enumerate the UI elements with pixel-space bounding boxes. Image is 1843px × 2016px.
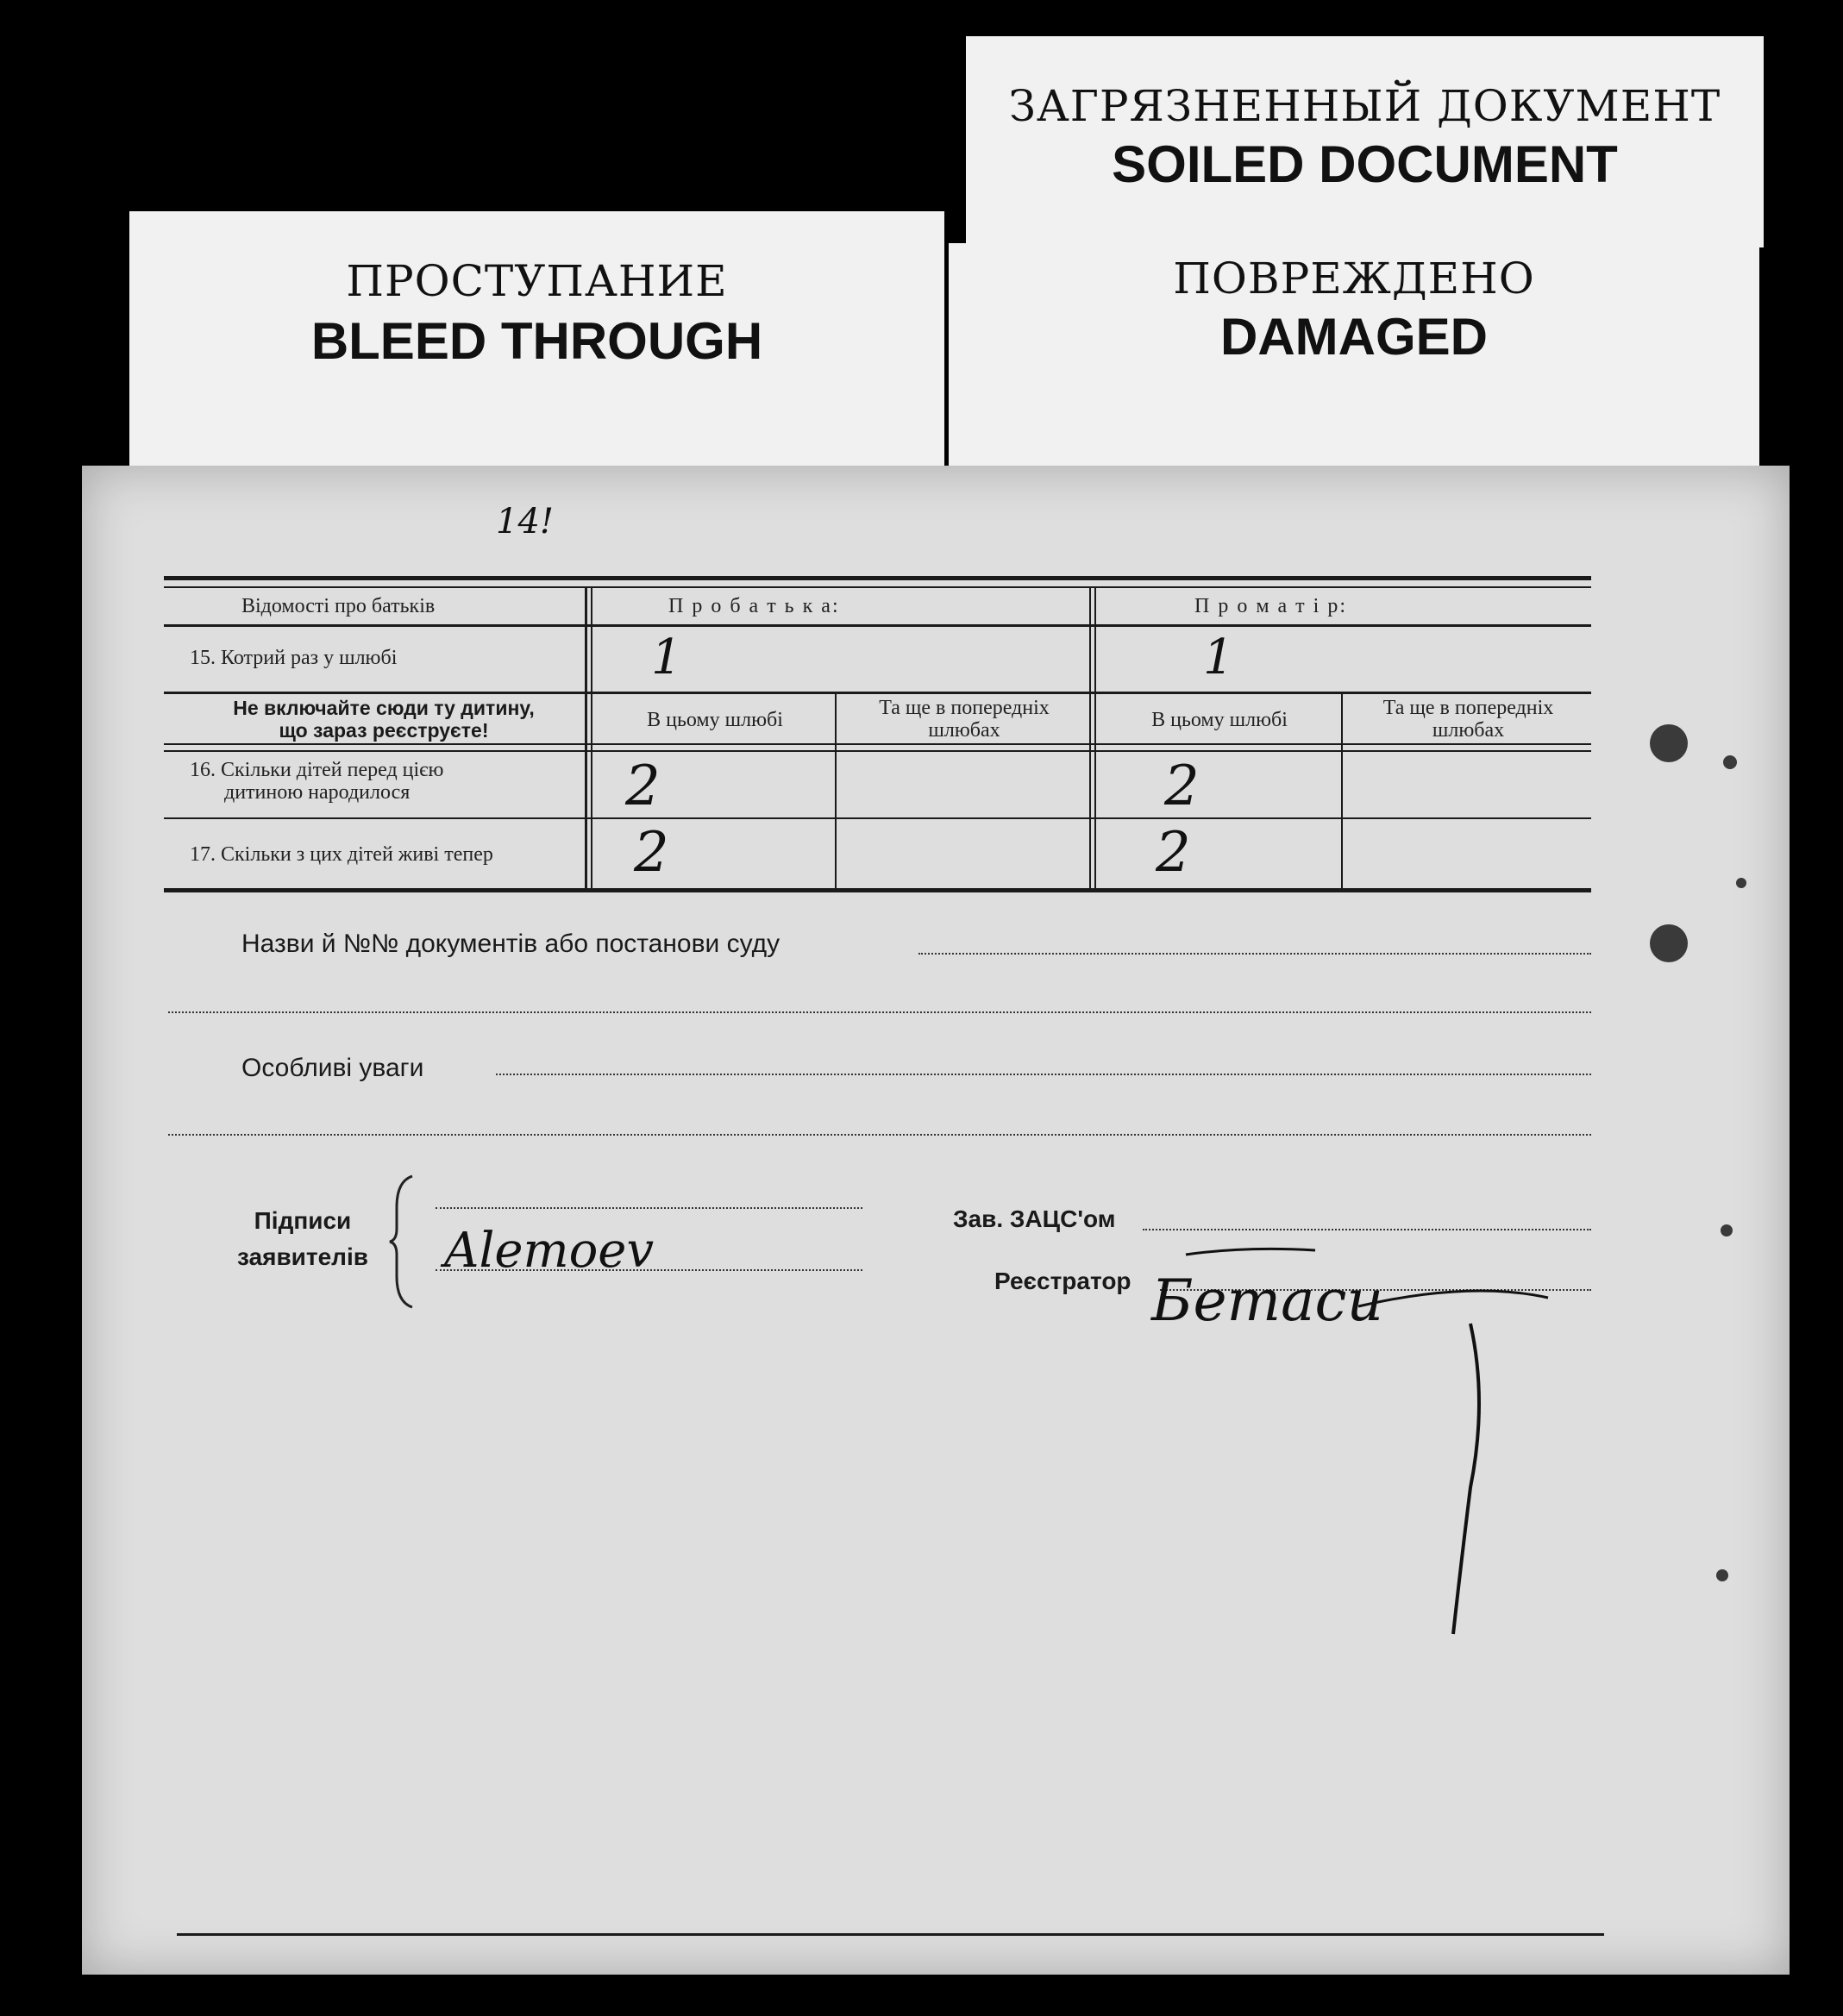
- damaged-label-en: DAMAGED: [1220, 308, 1488, 366]
- soiled-document-label: [966, 36, 1764, 247]
- soiled-label-ru: ЗАГРЯЗНЕННЫЙ ДОКУМЕНТ: [1008, 81, 1721, 131]
- exclude-note-line1: Не включайте сюди ту дитину,: [233, 697, 535, 719]
- row15-label: 15. Котрий раз у шлюбі: [190, 647, 398, 669]
- registrar-label: Реєстратор: [994, 1268, 1132, 1294]
- damaged-label-ru: ПОВРЕЖДЕНО: [1173, 254, 1535, 304]
- mother-prev-line1: Та ще в попередніх: [1382, 697, 1554, 719]
- head-zags-label: Зав. ЗАЦС'ом: [953, 1205, 1116, 1232]
- bleed-label-ru: ПРОСТУПАНИЕ: [346, 256, 728, 306]
- table-col-rule: [1341, 692, 1343, 890]
- notes-dotted-line-2: [168, 1134, 1591, 1136]
- bleed-through-label: [129, 211, 944, 470]
- table-bottom-rule: [164, 888, 1591, 892]
- applicant-signature: Alemoev: [444, 1223, 655, 1279]
- exclude-note: [185, 697, 582, 742]
- row16-label: [190, 759, 578, 804]
- mother-prev-line2: шлюбах: [1432, 719, 1505, 742]
- documents-dotted-line-2: [168, 1011, 1591, 1013]
- registrar-signature-flourish: [1143, 1246, 1591, 1677]
- header-parents-info: Відомості про батьків: [241, 595, 436, 617]
- registrar-signature: Бетаси: [1151, 1268, 1383, 1334]
- documents-dotted-line: [918, 953, 1591, 955]
- table-rule: [164, 817, 1591, 819]
- table-rule: [164, 624, 1591, 627]
- header-father: П р о б а т ь к а:: [668, 595, 840, 617]
- father-prev-line2: шлюбах: [928, 719, 1000, 742]
- table-rule: [164, 692, 1591, 694]
- table-col-rule: [1094, 586, 1096, 890]
- table-col-rule: [835, 692, 837, 890]
- punch-hole: [1723, 755, 1737, 769]
- row15-father-value: 1: [651, 629, 682, 686]
- mother-prev-marriages-header: [1345, 697, 1591, 742]
- row16-mother-value: 2: [1164, 754, 1200, 818]
- sheet-bottom-rule: [177, 1933, 1604, 1936]
- father-this-marriage-header: В цьому шлюбі: [647, 709, 783, 731]
- notes-dotted-line: [496, 1074, 1591, 1075]
- row16-father-value: 2: [625, 754, 661, 818]
- row16-label-line1: 16. Скільки дітей перед цією: [190, 759, 444, 781]
- bleed-label-en: BLEED THROUGH: [310, 312, 763, 370]
- row16-label-line2: дитиною народилося: [224, 781, 411, 804]
- signatures-label-line1: Підписи: [254, 1207, 352, 1234]
- table-rule: [164, 586, 1591, 588]
- damaged-label: [949, 243, 1759, 472]
- table-col-rule: [1089, 586, 1091, 890]
- header-mother: П р о м а т і р:: [1194, 595, 1347, 617]
- notes-label: Особливі уваги: [241, 1054, 424, 1082]
- father-prev-marriages-header: [839, 697, 1089, 742]
- punch-hole: [1716, 1569, 1728, 1581]
- father-prev-line1: Та ще в попередніх: [879, 697, 1050, 719]
- applicants-signatures-label: [237, 1203, 368, 1275]
- row17-label: 17. Скільки з цих дітей живі тепер: [190, 843, 493, 866]
- row17-mother-value: 2: [1156, 821, 1191, 885]
- soiled-label-en: SOILED DOCUMENT: [1112, 135, 1618, 193]
- corner-mark: 14!: [496, 502, 554, 542]
- table-col-rule: [591, 586, 592, 890]
- signatures-label-line2: заявителів: [237, 1243, 368, 1270]
- table-col-rule: [585, 586, 587, 890]
- applicant-sig-dotted-line-1: [436, 1207, 862, 1209]
- head-zags-dotted-line: [1143, 1229, 1591, 1230]
- document-sheet: [82, 466, 1790, 1975]
- row15-mother-value: 1: [1203, 629, 1234, 686]
- punch-hole: [1736, 878, 1746, 888]
- row17-father-value: 2: [634, 821, 669, 885]
- mother-this-marriage-header: В цьому шлюбі: [1151, 709, 1288, 731]
- table-rule: [164, 743, 1591, 745]
- documents-label: Назви й №№ документів або постанови суду: [241, 930, 780, 958]
- punch-hole: [1650, 924, 1688, 962]
- exclude-note-line2: що зараз реєструєте!: [279, 719, 489, 742]
- table-top-rule: [164, 576, 1591, 580]
- punch-hole: [1721, 1224, 1733, 1237]
- signatures-brace: [388, 1173, 423, 1311]
- table-rule: [164, 750, 1591, 752]
- punch-hole: [1650, 724, 1688, 762]
